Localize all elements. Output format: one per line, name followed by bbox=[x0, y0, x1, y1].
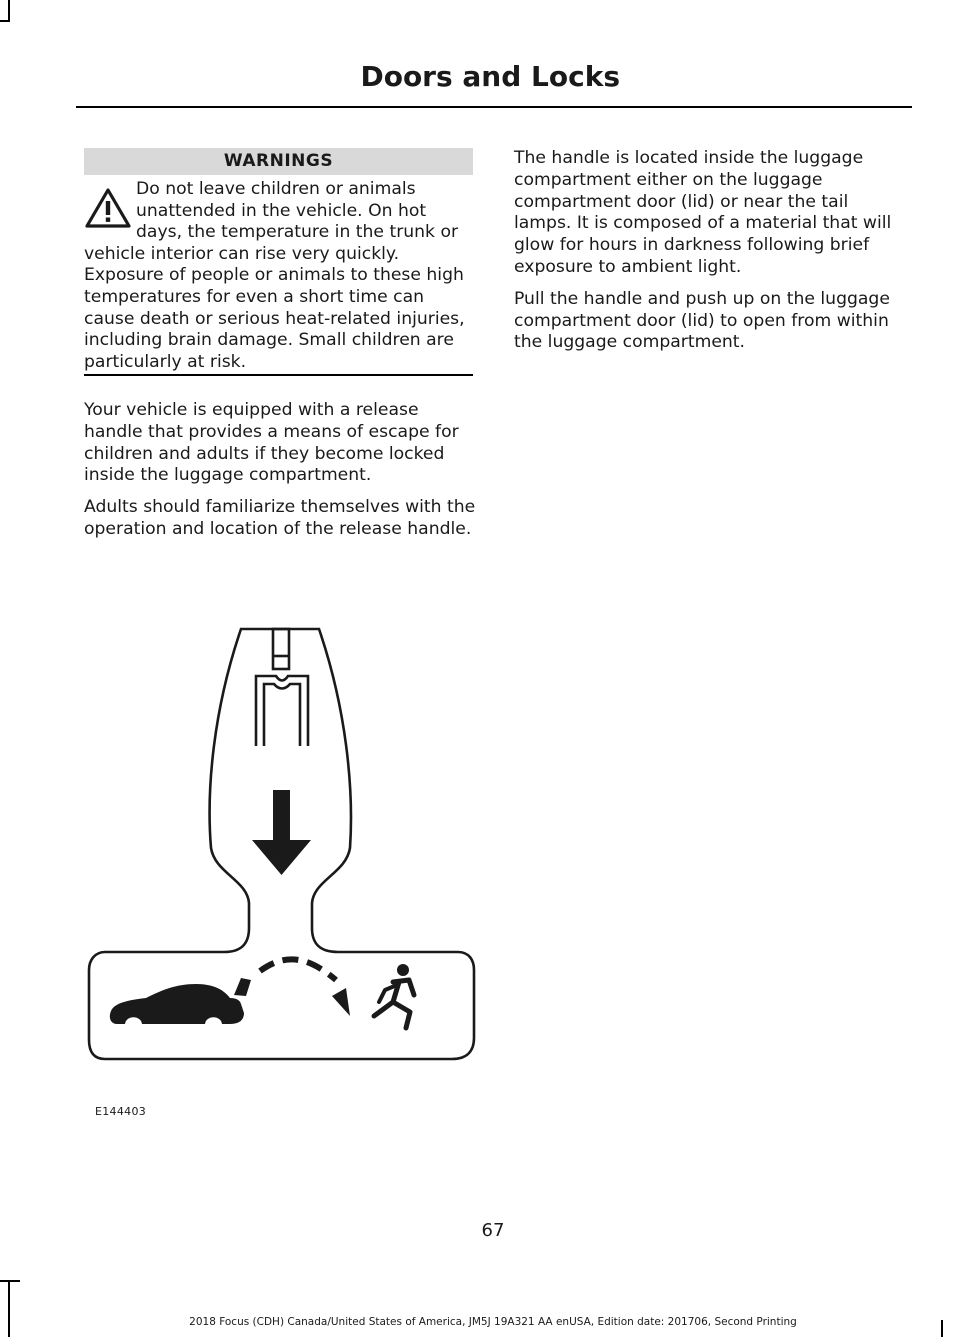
paragraph: Adults should familiarize themselves with the operation and location of the release handle. bbox=[84, 497, 476, 539]
car-icon bbox=[110, 984, 244, 1024]
crop-mark bbox=[8, 1280, 10, 1337]
paragraph: Your vehicle is equipped with a release handle that provides a means of escape for children and adults if they become locked inside the luggage compartment. bbox=[84, 400, 459, 486]
right-column bbox=[514, 148, 908, 364]
handle-slot bbox=[273, 629, 289, 669]
warning-heading: WARNINGS bbox=[84, 148, 473, 175]
page-title: Doors and Locks bbox=[360, 60, 620, 93]
paragraph: The handle is located inside the luggage compartment either on the luggage compartment door (lid) or near the tail lamps. It is composed of a material that will glow for hours in darkness following brief exposure to ambient light. bbox=[514, 148, 892, 277]
header-divider bbox=[76, 106, 912, 108]
footer-text: 2018 Focus (CDH) Canada/United States of America, JM5J 19A321 AA enUSA, Edition date: 201706, Second Printing bbox=[189, 1316, 797, 1328]
crop-mark bbox=[0, 1280, 20, 1282]
left-column bbox=[84, 400, 476, 551]
warning-text bbox=[84, 179, 473, 373]
running-person-icon bbox=[374, 964, 414, 1028]
figure-id: E144403 bbox=[95, 1105, 147, 1118]
warning-divider bbox=[84, 374, 473, 376]
crop-mark bbox=[8, 0, 10, 20]
page-header bbox=[0, 60, 620, 93]
dashed-arrow-icon bbox=[260, 959, 336, 980]
pull-down-arrow-icon bbox=[252, 790, 311, 875]
trunk-release-handle-illustration bbox=[84, 618, 484, 1070]
warning-box bbox=[84, 148, 473, 373]
warning-text-first: Do not leave children or animals unattended in the vehicle. On hot days, the temperature in the trunk or bbox=[136, 179, 459, 243]
crop-mark bbox=[0, 20, 10, 22]
page-number: 67 bbox=[481, 1220, 505, 1241]
open-trunk-lid bbox=[234, 978, 251, 996]
warning-triangle-icon bbox=[84, 186, 132, 230]
paragraph: Pull the handle and push up on the luggage compartment door (lid) to open from within the luggage compartment. bbox=[514, 288, 890, 353]
warning-text-rest: vehicle interior can rise very quickly. Exposure of people or animals to these high temperatures for even a short time can cause death or serious heat-related injuries, including brain damage. Small children are particularly at risk. bbox=[84, 243, 465, 372]
